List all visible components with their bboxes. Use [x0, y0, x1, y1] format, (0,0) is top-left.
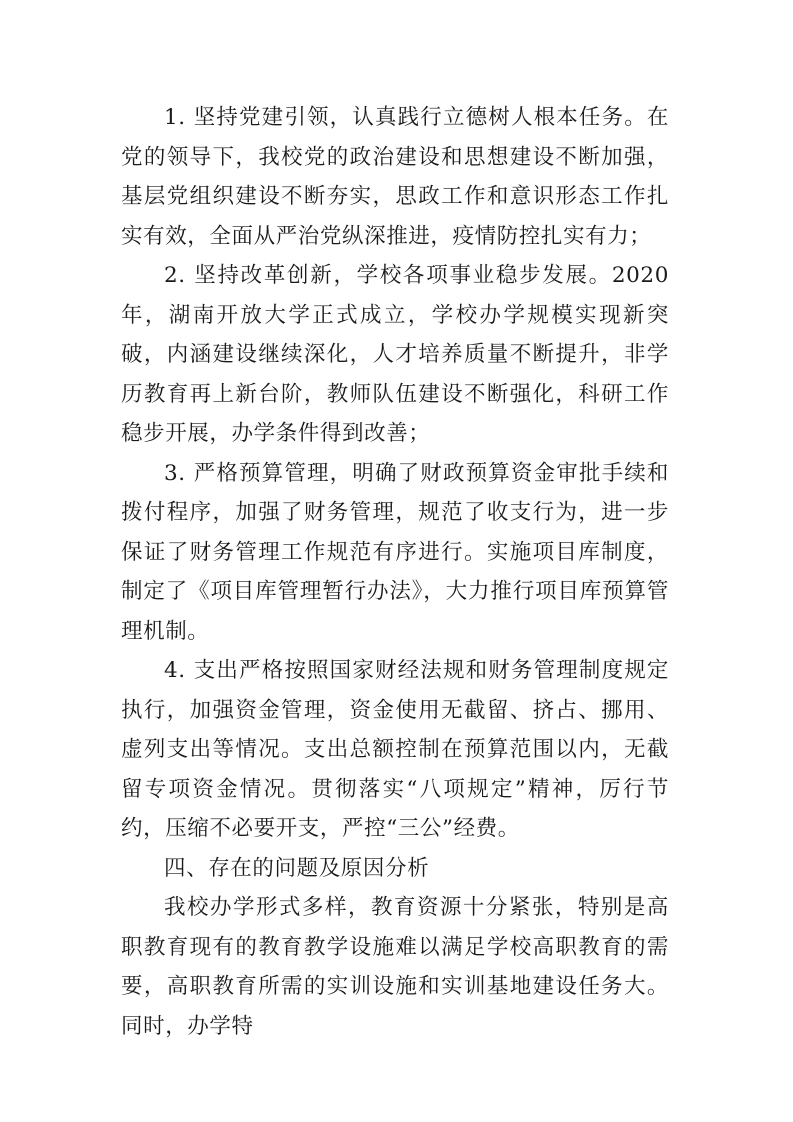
document-body: [121, 98, 669, 1046]
paragraph-budget-management: 3. 严格预算管理，明确了财政预算资金审批手续和拨付程序，加强了财务管理，规范了收支行为，进一步保证了财务管理工作规范有序进行。实施项目库制度，制定了《项目库管理暂行办法》，大力推行项目库预算管理机制。: [121, 460, 669, 644]
paragraph-reform-innovation: 2. 坚持改革创新，学校各项事业稳步发展。2020 年，湖南开放大学正式成立，学校办学规模实现新突破，内涵建设继续深化，人才培养质量不断提升，非学历教育再上新台阶，教师队伍建设不断强化，科研工作稳步开展，办学条件得到改善；: [121, 263, 669, 446]
paragraph-problems-analysis: 我校办学形式多样，教育资源十分紧张，特别是高职教育现有的教育教学设施难以满足学校高职教育的需要，高职教育所需的实训设施和实训基地建设任务大。同时，办学特: [121, 895, 669, 1039]
section-heading: 四、存在的问题及原因分析: [164, 855, 430, 881]
paragraph-party-building: 1. 坚持党建引领，认真践行立德树人根本任务。在党的领导下，我校党的政治建设和思想建设不断加强，基层党组织建设不断夯实，思政工作和意识形态工作扎实有效，全面从严治党纵深推进，疫情防控扎实有力；: [121, 105, 669, 249]
paragraph-expenditure-control: 4. 支出严格按照国家财经法规和财务管理制度规定执行，加强资金管理，资金使用无截留、挤占、挪用、虚列支出等情况。支出总额控制在预算范围以内，无截留专项资金情况。贯彻落实“八项规定”精神，厉行节约，压缩不必要开支，严控“三公”经费。: [121, 658, 669, 841]
